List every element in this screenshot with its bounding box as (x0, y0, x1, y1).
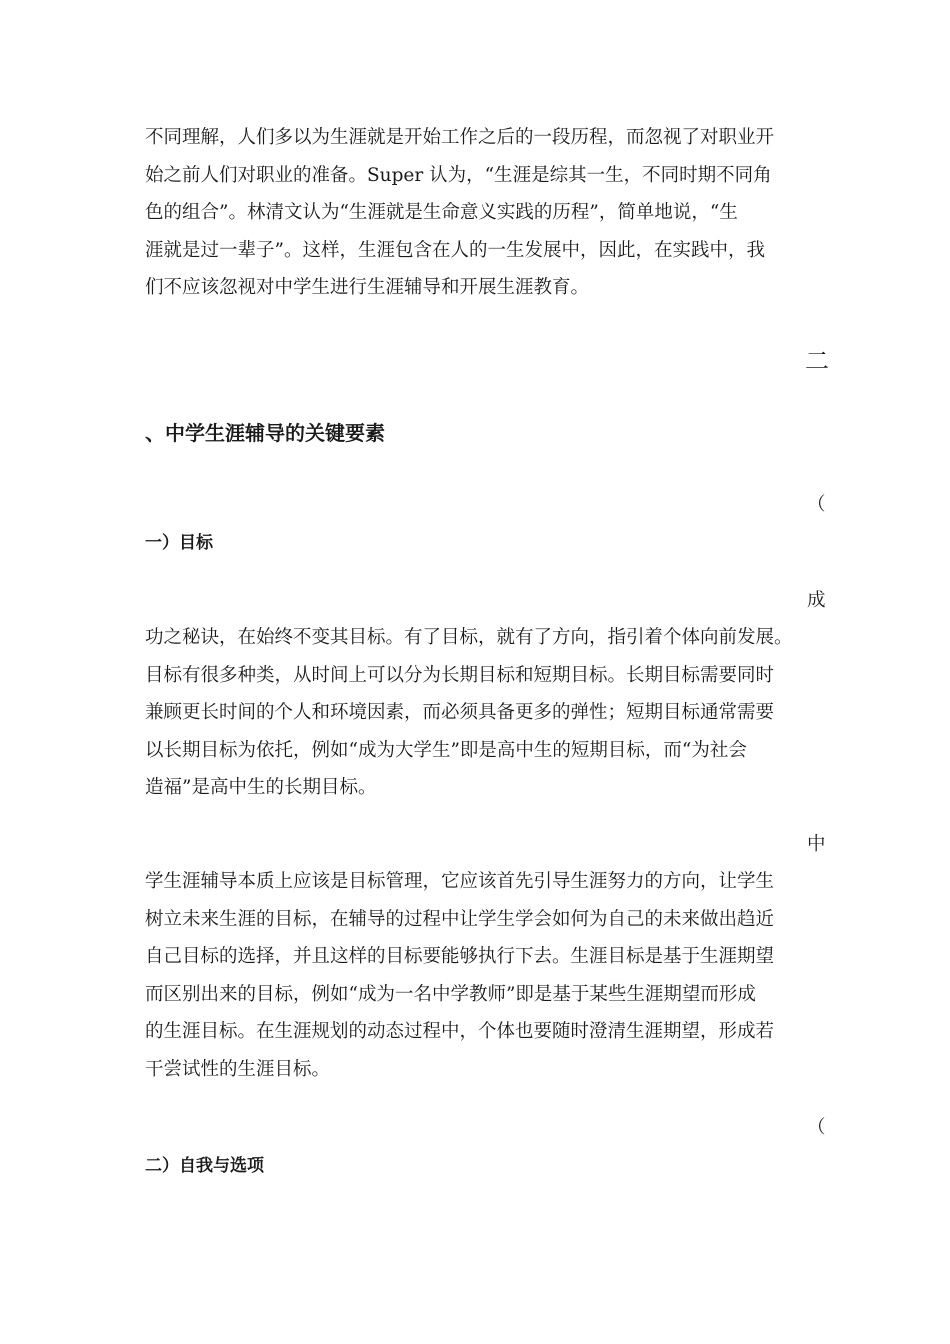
section-heading: 、中学生涯辅导的关键要素 (145, 421, 385, 445)
paragraph-line: 造福”是高中生的长期目标。 (145, 777, 377, 798)
paragraph-line: 而区别出来的目标，例如“成为一名中学教师”即是基于某些生涯期望而形成 (145, 983, 756, 1005)
section-number-fragment: 二 (805, 347, 829, 375)
paragraph-line: 始之前人们对职业的准备。Super 认为，“生涯是综其一生，不同时期不同角 (145, 164, 772, 186)
paragraph-line: 自己目标的选择，并且这样的目标要能够执行下去。生涯目标是基于生涯期望 (145, 946, 775, 967)
intro-paragraph (145, 119, 815, 307)
paragraph-line: 学生涯辅导本质上应该是目标管理，它应该首先引导生涯努力的方向，让学生 (145, 871, 775, 892)
goal-paragraph-1 (145, 619, 815, 807)
subsection-paren-fragment: （ (807, 494, 826, 515)
subsection-paren-fragment: （ (807, 1117, 826, 1138)
subsection-heading: 一）目标 (145, 533, 213, 553)
goal-paragraph-2 (145, 863, 815, 1088)
paragraph-line: 干尝试性的生涯目标。 (145, 1058, 331, 1080)
paragraph-line: 目标有很多种类，从时间上可以分为长期目标和短期目标。长期目标需要同时 (145, 664, 775, 686)
paragraph-line: 们不应该忽视对中学生进行生涯辅导和开展生涯教育。 (145, 277, 590, 298)
paragraph-line: 的生涯目标。在生涯规划的动态过程中，个体也要随时澄清生涯期望，形成若 (145, 1021, 775, 1042)
paragraph-line: 以长期目标为依托，例如“成为大学生”即是高中生的短期目标，而“为社会 (145, 739, 747, 761)
paragraph-line: 兼顾更长时间的个人和环境因素，而必须具备更多的弹性；短期目标通常需要 (145, 702, 775, 723)
paragraph-start-fragment: 成 (807, 590, 826, 611)
paragraph-line: 色的组合”。林清文认为“生涯就是生命意义实践的历程”，简单地说，“生 (145, 202, 738, 223)
subsection-heading: 二）自我与选项 (145, 1156, 264, 1176)
paragraph-line: 功之秘诀，在始终不变其目标。有了目标，就有了方向，指引着个体向前发展。 (145, 627, 793, 648)
paragraph-line: 不同理解，人们多以为生涯就是开始工作之后的一段历程，而忽视了对职业开 (145, 127, 775, 148)
paragraph-line: 树立未来生涯的目标，在辅导的过程中让学生学会如何为自己的未来做出趋近 (145, 908, 775, 930)
paragraph-line: 涯就是过一辈子”。这样，生涯包含在人的一生发展中，因此，在实践中，我 (145, 239, 765, 261)
paragraph-start-fragment: 中 (807, 834, 826, 855)
